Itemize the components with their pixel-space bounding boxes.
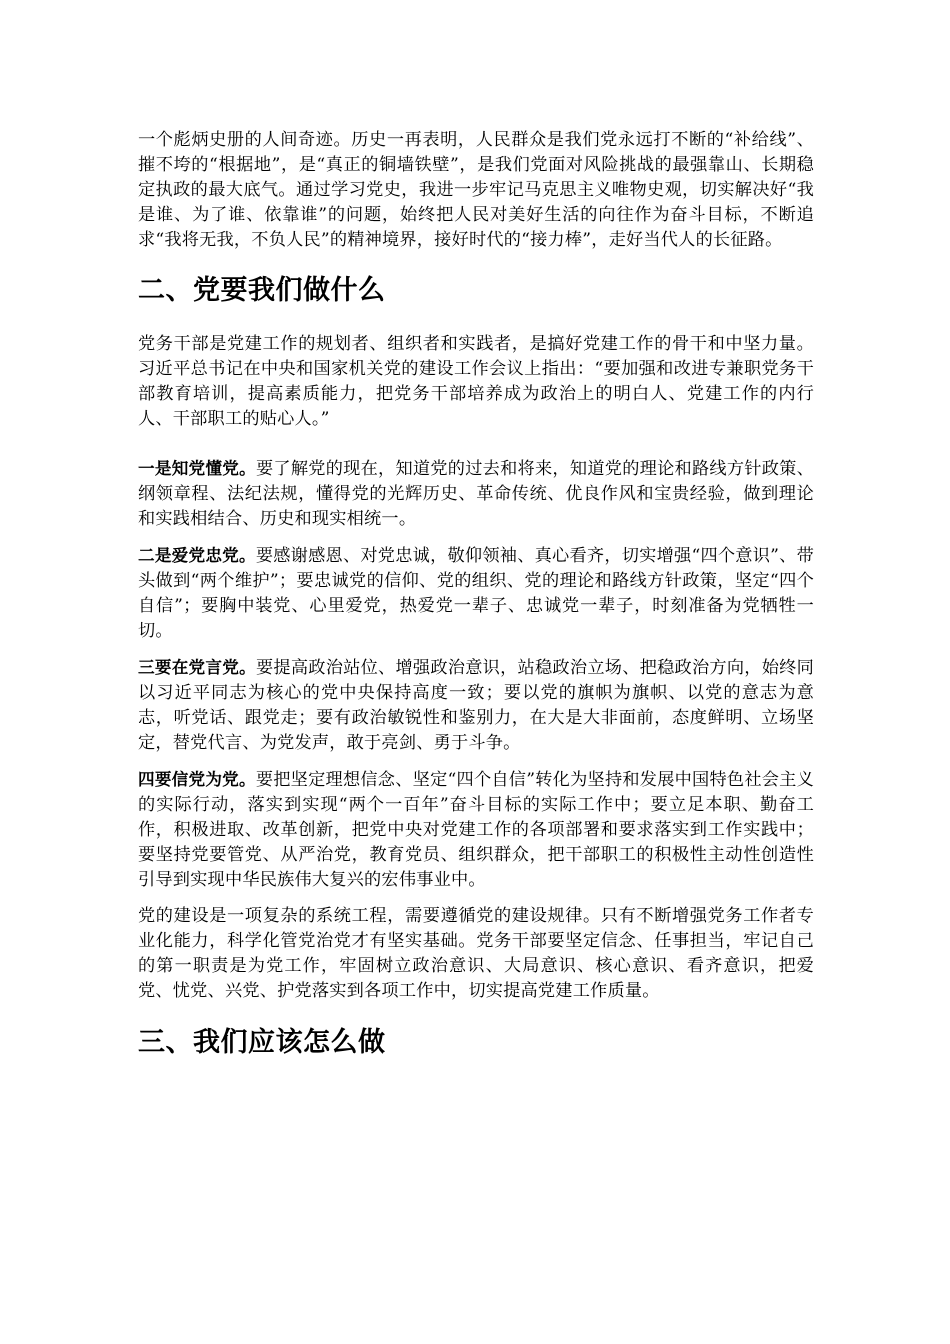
point-2-paragraph [138,543,814,644]
intro-paragraph: 一个彪炳史册的人间奇迹。历史一再表明，人民群众是我们党永远打不断的“补给线”、摧不垮的“根据地”，是“真正的铜墙铁壁”，是我们党面对风险挑战的最强靠山、长期稳定执政的最大底气。通过学习党史，我进一步牢记马克思主义唯物史观，切实解决好“我是谁、为了谁、依靠谁”的问题，始终把人民对美好生活的向往作为奋斗目标，不断追求“我将无我，不负人民”的精神境界，接好时代的“接力棒”，走好当代人的长征路。 [138,130,814,250]
point-2-lead: 二是爱党忠党。 [138,546,256,565]
section-2-closing-paragraph: 党的建设是一项复杂的系统工程，需要遵循党的建设规律。只有不断增强党务工作者专业化能力，科学化管党治党才有坚实基础。党务干部要坚定信念、任事担当，牢记自己的第一职责是为党工作，牢固树立政治意识、大局意识、核心意识、看齐意识，把爱党、忧党、兴党、护党落实到各项工作中，切实提高党建工作质量。 [138,906,814,1001]
section-2-intro-paragraph: 党务干部是党建工作的规划者、组织者和实践者，是搞好党建工作的骨干和中坚力量。习近平总书记在中央和国家机关党的建设工作会议上指出：“要加强和改进专兼职党务干部教育培训，提高素质能力，把党务干部培养成为政治上的明白人、党建工作的内行人、干部职工的贴心人。” [138,334,814,429]
point-2-text: 要感谢感恩、对党忠诚，敬仰领袖、真心看齐，切实增强“四个意识”、带头做到“两个维护”；要忠诚党的信仰、党的组织、党的理论和路线方针政策，坚定“四个自信”；要胸中装党、心里爱党，热爱党一辈子、忠诚党一辈子，时刻准备为党牺牲一切。 [138,546,814,641]
document-page [138,128,814,1060]
point-1-lead: 一是知党懂党。 [138,459,256,478]
section-2-heading: 二、党要我们做什么 [138,275,386,306]
point-4-lead: 四要信党为党。 [138,770,256,789]
point-4-text: 要把坚定理想信念、坚定“四个自信”转化为坚持和发展中国特色社会主义的实际行动，落实到实现“两个一百年”奋斗目标的实际工作中；要立足本职、勤奋工作，积极进取、改革创新，把党中央对党建工作的各项部署和要求落实到工作实践中；要坚持党要管党、从严治党，教育党员、组织群众，把干部职工的积极性主动性创造性引导到实现中华民族伟大复兴的宏伟事业中。 [138,770,814,890]
point-3-paragraph [138,655,814,756]
point-3-lead: 三要在党言党。 [138,658,256,677]
point-1-text: 要了解党的现在，知道党的过去和将来，知道党的理论和路线方针政策、纲领章程、法纪法规，懂得党的光辉历史、革命传统、优良作风和宝贵经验，做到理论和实践相结合、历史和现实相统一。 [138,459,814,529]
point-1-paragraph [138,456,814,532]
point-4-paragraph [138,767,814,893]
section-3-heading: 三、我们应该怎么做 [138,1027,386,1058]
point-3-text: 要提高政治站位、增强政治意识，站稳政治立场、把稳政治方向，始终同以习近平同志为核心的党中央保持高度一致；要以党的旗帜为旗帜、以党的意志为意志，听党话、跟党走；要有政治敏锐性和鉴别力，在大是大非面前，态度鲜明、立场坚定，替党代言、为党发声，敢于亮剑、勇于斗争。 [138,658,814,753]
